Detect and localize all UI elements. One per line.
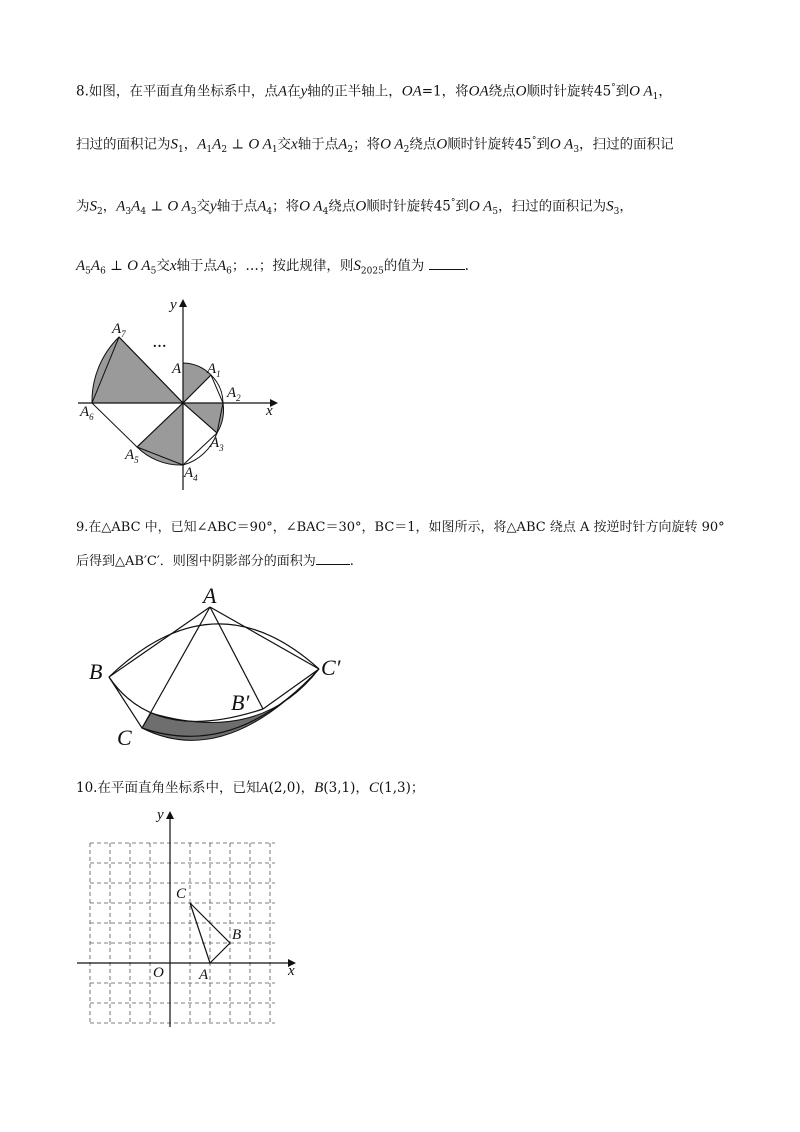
label-A3: $A_3$ [210, 435, 224, 453]
ellipsis: … [153, 336, 167, 351]
label-C: C [117, 725, 132, 750]
label-C: C [176, 886, 187, 902]
q8-line-1: 8.如图，在平面直角坐标系中，点A在y轴的正半轴上，OA=1，将OA绕点O顺时针旋转45°到O $A_1$， [76, 83, 672, 103]
answer-blank-q9[interactable] [316, 564, 350, 565]
x-label: x [266, 403, 273, 419]
y-label: y [170, 297, 177, 313]
label-A: A [199, 967, 209, 983]
x-label: x [288, 963, 295, 979]
q10-line-1: 10.在平面直角坐标系中，已知A(2,0)，B(3,1)，C(1,3)； [76, 780, 425, 796]
label-B: B [89, 659, 103, 684]
q9-line-1: 9.在△ABC 中，已知∠ABC＝90°，∠BAC＝30°，BC＝1，如图所示，将△ABC 绕点 A 按逆时针方向旋转 90° [76, 520, 725, 535]
label-Cprime: C′ [321, 655, 341, 680]
label-A: A [203, 585, 217, 608]
label-A6: $A_6$ [80, 404, 94, 422]
q8-line-2: 扫过的面积记为$S_1$，$A_1A_2$ ⊥ O $A_1$交x轴于点$A_2$；将O $A_2$绕点O顺时针旋转45°到O $A_3$，扫过的面积记 [76, 136, 674, 156]
y-label: y [157, 807, 164, 823]
triangle-ABC [190, 903, 230, 963]
q9-figure [85, 585, 355, 750]
q9-line-2: 后得到△AB′C′．则图中阴影部分的面积为 . [76, 554, 354, 569]
label-A5: $A_5$ [125, 447, 139, 465]
label-A1: $A_1$ [207, 361, 221, 379]
q10-figure [75, 805, 305, 1030]
label-A: A [172, 361, 182, 377]
q8-line-4: $A_5A_6$ ⊥ O $A_5$交x轴于点$A_6$；…；按此规律，则$S_{2025}$的值为 . [76, 258, 469, 277]
q8-figure [70, 295, 290, 495]
grid [90, 843, 275, 1023]
label-O: O [153, 965, 164, 981]
label-Bprime: B′ [231, 690, 250, 715]
answer-blank-q8[interactable] [429, 269, 465, 270]
q8-line-3: 为$S_2$，$A_3A_4$ ⊥ O $A_3$交y轴于点$A_4$；将O $A_4$绕点O顺时针旋转45°到O $A_5$，扫过的面积记为$S_3$， [76, 198, 633, 218]
label-A4: $A_4$ [184, 465, 198, 483]
label-A7: $A_7$ [112, 321, 126, 339]
label-A2: $A_2$ [227, 385, 241, 403]
label-B: B [232, 927, 242, 943]
